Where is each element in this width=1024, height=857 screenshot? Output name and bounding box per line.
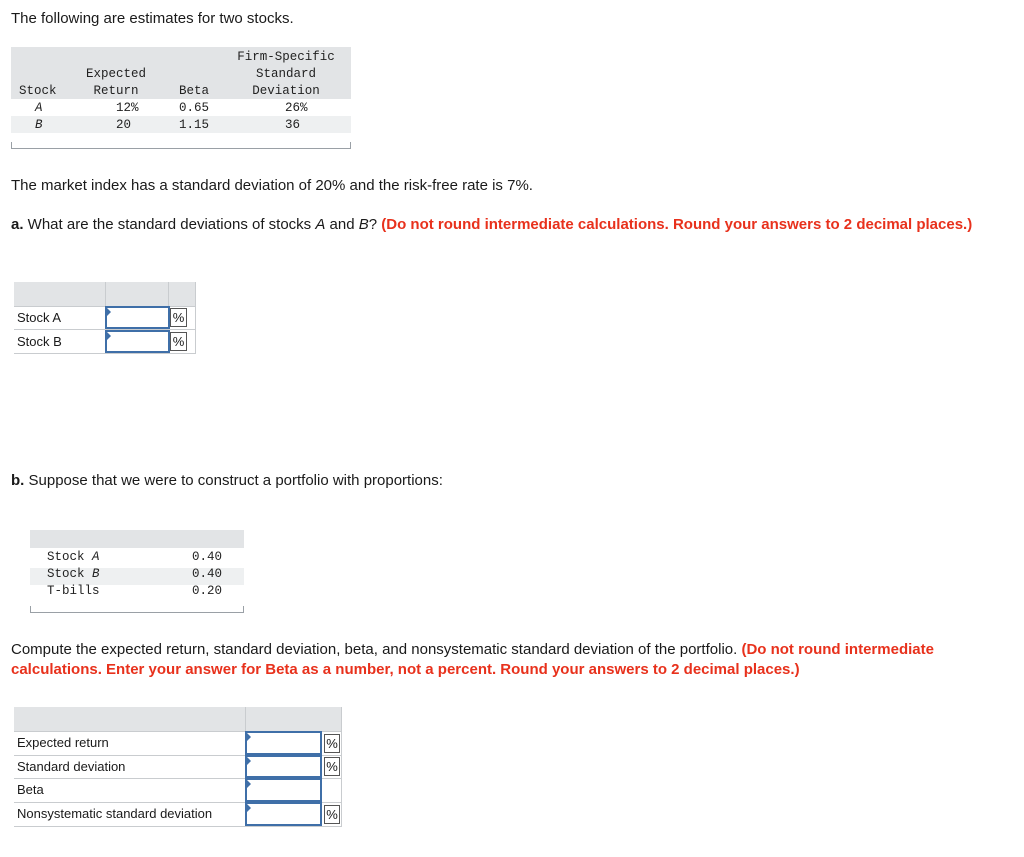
header-beta: Beta [178,84,209,98]
divider [195,282,196,354]
divider [245,707,246,731]
cell-beta: 0.65 [179,101,210,115]
part-a-q-end: ? [368,216,382,233]
cell-stock: A [35,101,43,115]
proportion-value: 0.40 [192,567,223,581]
expected-return-input[interactable] [245,731,322,755]
stock-estimates-table [11,47,351,150]
cell-expected-return: 12% [116,101,139,115]
part-a-q-b: B [358,216,369,233]
part-a-q-pre: What are the standard deviations of stocks [23,216,316,233]
compute-text: Compute the expected return, standard deviation, beta, and nonsystematic standard deviation of the portfolio. [11,641,742,658]
part-b-answer-table [14,707,344,827]
proportion-name: Stock B [47,567,100,581]
cell-fs-sd: 26% [285,101,308,115]
header-expected-1: Expected [85,67,146,81]
input-flag-icon [246,756,251,766]
proportion-value: 0.40 [192,550,223,564]
divider [168,282,169,306]
divider [14,353,196,354]
part-a-answer-table [14,282,196,354]
beta-label: Beta [17,782,44,797]
percent-unit: % [324,757,340,776]
nonsystematic-sd-label: Nonsystematic standard deviation [17,806,213,821]
part-b-compute [11,640,1011,680]
std-dev-input[interactable] [245,755,322,778]
cell-stock: B [35,118,43,132]
part-b-label: b. [11,472,25,489]
intro-text: The following are estimates for two stocks. [11,10,294,27]
stock-a-sd-input[interactable] [105,306,170,329]
part-a-label: a. [11,216,24,233]
input-flag-icon [246,732,251,742]
header-fs-1: Firm-Specific [237,50,335,64]
part-b-question-text: Suppose that we were to construct a portfolio with proportions: [24,472,443,489]
header-stock: Stock [19,84,57,98]
table-bottom-border [11,142,351,149]
input-flag-icon [106,307,111,317]
input-flag-icon [246,779,251,789]
stock-b-sd-input[interactable] [105,330,170,353]
answer-header-bg [14,707,342,731]
divider [105,282,106,306]
part-b-question [11,471,443,491]
proportions-table [30,530,244,614]
percent-unit: % [170,332,187,351]
stock-a-label: Stock A [17,310,62,325]
table-header-bg [30,530,244,548]
stock-b-label: Stock B [17,334,62,349]
market-text: The market index has a standard deviation of 20% and the risk-free rate is 7%. [11,177,533,194]
table-bottom-border [30,606,244,613]
header-fs-2: Standard [255,67,316,81]
header-fs-3: Deviation [252,84,320,98]
proportion-value: 0.20 [192,584,223,598]
proportion-name: Stock A [47,550,100,564]
input-flag-icon [246,803,251,813]
part-a-q-a: A [315,216,326,233]
cell-beta: 1.15 [179,118,210,132]
std-dev-label: Standard deviation [17,759,126,774]
percent-unit: % [324,734,340,753]
nonsystematic-sd-input[interactable] [245,802,322,826]
beta-input[interactable] [245,778,322,802]
cell-expected-return: 20 [116,118,132,132]
proportion-name: T-bills [47,584,100,598]
part-a-question [11,215,1011,235]
part-a-q-mid: and [325,216,359,233]
divider [14,826,342,827]
part-a-instruction: (Do not round intermediate calculations. Round your answers to 2 decimal places.) [381,216,973,233]
header-expected-2: Return [93,84,139,98]
percent-unit: % [170,308,187,327]
percent-unit: % [324,805,340,824]
divider [341,707,342,827]
expected-return-label: Expected return [17,735,109,750]
part-b-instruction: (Do not round intermediate calculations. Enter your answer for Beta as a number, not a percent. Round your answers to 2 decimal places.) [11,641,934,678]
cell-fs-sd: 36 [285,118,301,132]
input-flag-icon [106,331,111,341]
